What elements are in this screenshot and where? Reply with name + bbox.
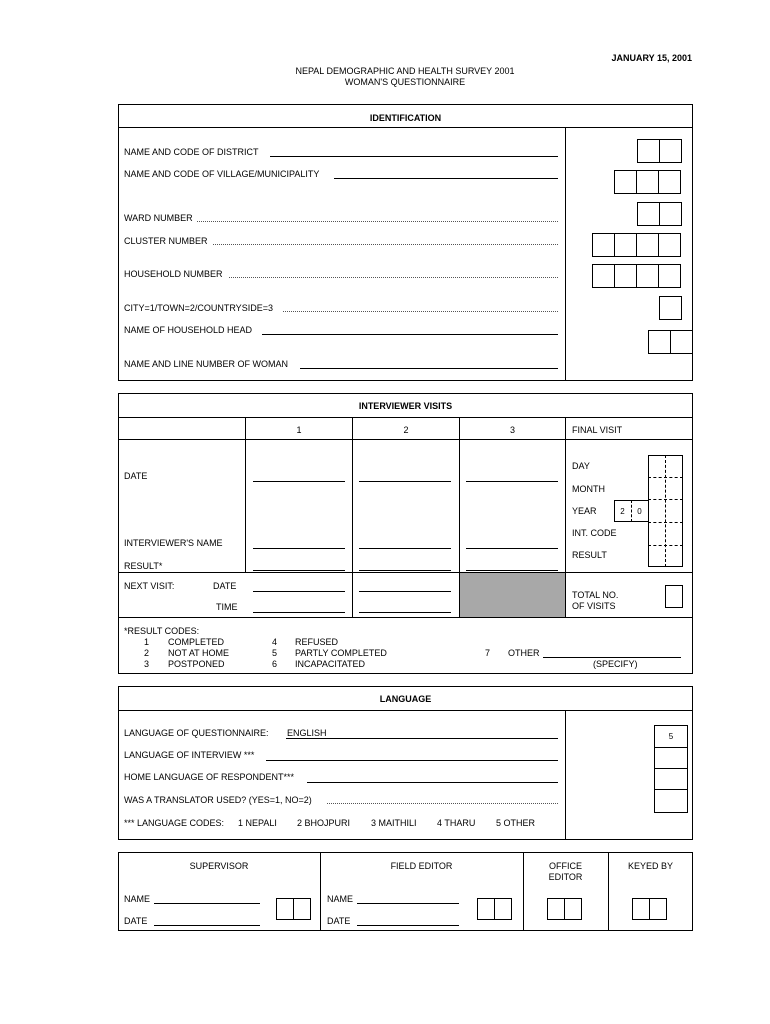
city-label: CITY=1/TOWN=2/COUNTRYSIDE=3 bbox=[124, 303, 273, 313]
code-3-num: 3 bbox=[144, 659, 150, 669]
woman-label: NAME AND LINE NUMBER OF WOMAN bbox=[124, 359, 289, 369]
village-label: NAME AND CODE OF VILLAGE/MUNICIPALITY bbox=[124, 169, 320, 179]
cluster-boxes[interactable] bbox=[592, 233, 681, 257]
int-code-label: INT. CODE bbox=[572, 528, 617, 538]
supervisor-header: SUPERVISOR bbox=[189, 861, 249, 871]
field-editor-name-field[interactable] bbox=[357, 903, 459, 904]
next-time-label: TIME bbox=[216, 602, 238, 612]
year-digit-1: 2 bbox=[620, 507, 625, 516]
visit2-date-field[interactable] bbox=[359, 481, 451, 482]
visit3-name-field[interactable] bbox=[466, 548, 558, 549]
field-editor-name-label: NAME bbox=[327, 894, 354, 904]
keyed-by-header: KEYED BY bbox=[627, 861, 674, 871]
language-code-5: 5 OTHER bbox=[496, 818, 536, 828]
code-4-num: 4 bbox=[272, 637, 278, 647]
interview-language-field[interactable] bbox=[266, 760, 558, 761]
final-result-label: RESULT bbox=[572, 550, 607, 560]
home-language-field[interactable] bbox=[307, 782, 558, 783]
code-4-label: REFUSED bbox=[295, 637, 339, 647]
visit2-next-date[interactable] bbox=[359, 591, 451, 592]
code-2-num: 2 bbox=[144, 648, 150, 658]
other-specify-field[interactable] bbox=[543, 657, 681, 658]
visit2-result-field[interactable] bbox=[359, 570, 451, 571]
visit1-result-field[interactable] bbox=[253, 570, 345, 571]
code-6-num: 6 bbox=[272, 659, 278, 669]
year-label: YEAR bbox=[572, 506, 597, 516]
visit3-result-field[interactable] bbox=[466, 570, 558, 571]
home-language-label: HOME LANGUAGE OF RESPONDENT*** bbox=[124, 772, 295, 782]
result-label: RESULT* bbox=[124, 561, 163, 571]
woman-field[interactable] bbox=[300, 368, 558, 369]
visit1-next-time[interactable] bbox=[253, 612, 345, 613]
shaded-cell bbox=[460, 573, 565, 617]
date-label: DATE bbox=[124, 471, 148, 481]
questionnaire-language-label: LANGUAGE OF QUESTIONNAIRE: bbox=[124, 728, 269, 738]
next-date-label: DATE bbox=[213, 581, 237, 591]
form-title: WOMAN'S QUESTIONNAIRE bbox=[344, 77, 466, 87]
supervisor-name-label: NAME bbox=[124, 894, 151, 904]
district-code-boxes[interactable] bbox=[637, 139, 682, 163]
language-title: LANGUAGE bbox=[379, 694, 432, 704]
language-code-boxes[interactable] bbox=[654, 725, 688, 813]
district-label: NAME AND CODE OF DISTRICT bbox=[124, 147, 259, 157]
visit-col-2: 2 bbox=[403, 425, 409, 435]
year-digit-2: 0 bbox=[637, 507, 642, 516]
final-visit-header: FINAL VISIT bbox=[572, 425, 623, 435]
visit1-name-field[interactable] bbox=[253, 548, 345, 549]
code-2-label: NOT AT HOME bbox=[168, 648, 230, 658]
translator-label: WAS A TRANSLATOR USED? (YES=1, NO=2) bbox=[124, 795, 312, 805]
district-field[interactable] bbox=[270, 156, 558, 157]
visit1-date-field[interactable] bbox=[253, 481, 345, 482]
language-code-4: 4 THARU bbox=[437, 818, 476, 828]
supervisor-date-label: DATE bbox=[124, 916, 148, 926]
language-code-2: 2 BHOJPURI bbox=[297, 818, 351, 828]
language-code-1: 1 NEPALI bbox=[238, 818, 277, 828]
code-1-label: COMPLETED bbox=[168, 637, 225, 647]
code-1-num: 1 bbox=[144, 637, 150, 647]
interview-language-label: LANGUAGE OF INTERVIEW *** bbox=[124, 750, 255, 760]
city-box[interactable] bbox=[659, 296, 682, 320]
next-visit-label: NEXT VISIT: bbox=[124, 581, 175, 591]
visit2-next-time[interactable] bbox=[359, 612, 451, 613]
code-3-label: POSTPONED bbox=[168, 659, 225, 669]
total-visits-label-2: OF VISITS bbox=[572, 601, 616, 611]
office-editor-header-2: EDITOR bbox=[548, 872, 583, 882]
result-codes-title: *RESULT CODES: bbox=[124, 626, 200, 636]
code-6-label: INCAPACITATED bbox=[295, 659, 366, 669]
form-date: JANUARY 15, 2001 bbox=[611, 53, 692, 63]
visit2-name-field[interactable] bbox=[359, 548, 451, 549]
visit-col-1: 1 bbox=[296, 425, 302, 435]
village-field[interactable] bbox=[334, 178, 558, 179]
visit-col-3: 3 bbox=[509, 425, 515, 435]
language-codes-label: *** LANGUAGE CODES: bbox=[124, 818, 225, 828]
supervisor-name-field[interactable] bbox=[154, 903, 260, 904]
cluster-label: CLUSTER NUMBER bbox=[124, 236, 208, 246]
total-visits-label-1: TOTAL NO. bbox=[572, 590, 619, 600]
household-boxes[interactable] bbox=[592, 264, 681, 288]
month-label: MONTH bbox=[572, 484, 605, 494]
language-code-3: 3 MAITHILI bbox=[371, 818, 417, 828]
field-editor-date-label: DATE bbox=[327, 916, 351, 926]
visit3-date-field[interactable] bbox=[466, 481, 558, 482]
supervisor-date-field[interactable] bbox=[154, 925, 260, 926]
ward-label: WARD NUMBER bbox=[124, 213, 193, 223]
total-visits-box[interactable] bbox=[665, 585, 683, 608]
code-7-label: OTHER bbox=[508, 648, 540, 658]
code-5-label: PARTLY COMPLETED bbox=[295, 648, 387, 658]
household-label: HOUSEHOLD NUMBER bbox=[124, 269, 223, 279]
questionnaire-code-box[interactable]: 5 bbox=[654, 725, 688, 748]
visit1-next-date[interactable] bbox=[253, 591, 345, 592]
visits-title: INTERVIEWER VISITS bbox=[358, 401, 453, 411]
code-7-num: 7 bbox=[485, 648, 491, 658]
field-editor-header: FIELD EDITOR bbox=[390, 861, 453, 871]
village-code-boxes[interactable] bbox=[614, 170, 681, 194]
head-boxes[interactable] bbox=[648, 330, 693, 354]
household-head-label: NAME OF HOUSEHOLD HEAD bbox=[124, 325, 253, 335]
household-head-field[interactable] bbox=[262, 334, 558, 335]
ward-boxes[interactable] bbox=[637, 202, 682, 226]
specify-label: (SPECIFY) bbox=[593, 659, 638, 669]
identification-title: IDENTIFICATION bbox=[369, 113, 442, 123]
questionnaire-language-value: ENGLISH bbox=[287, 728, 327, 738]
interviewer-name-label: INTERVIEWER'S NAME bbox=[124, 538, 223, 548]
office-editor-header-1: OFFICE bbox=[549, 861, 582, 871]
day-label: DAY bbox=[572, 461, 590, 471]
field-editor-date-field[interactable] bbox=[357, 925, 459, 926]
code-5-num: 5 bbox=[272, 648, 278, 658]
survey-title: NEPAL DEMOGRAPHIC AND HEALTH SURVEY 2001 bbox=[295, 66, 515, 76]
